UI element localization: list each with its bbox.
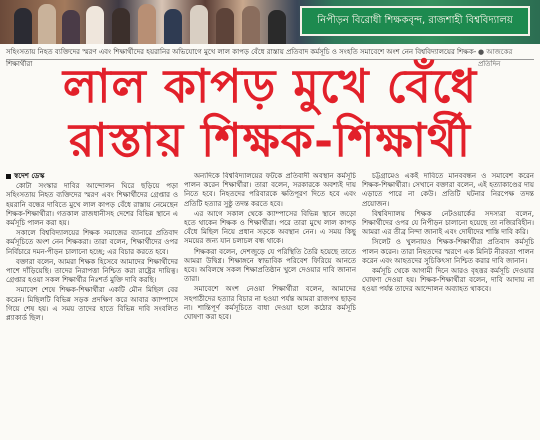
headline-line-1: লাল কাপড় মুখে বেঁধে — [62, 59, 478, 113]
paragraph: সমাবেশে অংশ নেওয়া শিক্ষার্থীরা বলেন, আমাদের সহপাঠীদের হত্যার বিচার না হওয়া পর্যন্ত আমরা রাজপথ ছাড়ব না। শান্তিপূর্ণ কর্মসূচিতে বাধা দেওয়া হলে কঠোর কর্মসূচি ঘোষণা করা হবে। — [184, 285, 356, 322]
paragraph: সমাবেশ শেষে শিক্ষক-শিক্ষার্থীরা একটি মৌন মিছিল বের করেন। মিছিলটি বিভিন্ন সড়ক প্রদক্ষিণ করে আবার ক্যাম্পাসে গিয়ে শেষ হয়। এ সময় তাদের হাতে বিভিন্ন দাবি সংবলিত প্ল্যাকার্ড ছিল। — [6, 286, 178, 323]
photo-credit: ● আজকের প্রতিদিন — [478, 48, 513, 68]
article-body — [6, 172, 534, 440]
paragraph: কর্মসূচি থেকে আগামী দিনে আরও বৃহত্তর কর্মসূচি দেওয়ার ঘোষণা দেওয়া হয়। শিক্ষক-শিক্ষার্থীরা বলেন, দাবি আদায় না হওয়া পর্যন্ত তাদের আন্দোলন অব্যাহত থাকবে। — [362, 267, 534, 294]
caption-text: সহিংসতায় নিহত ব্যক্তিদের স্মরণ এবং শিক্ষার্থীদের হয়রানির অভিযোগে মুখে লাল কাপড় বেঁধে রাস্তায় প্রতিবাদ কর্মসূচি ও সংহতি সমাবেশে অংশ নেন বিশ্ববিদ্যালয়ের শিক্ষক-শিক্ষার্থীরা — [6, 48, 477, 68]
article-column-3 — [362, 172, 534, 440]
paragraph: সিলেট ও খুলনায়ও শিক্ষক-শিক্ষার্থীরা প্রতিবাদ কর্মসূচি পালন করেন। তারা নিহতদের স্মরণে এক মিনিট নীরবতা পালন করেন এবং আহতদের সুচিকিৎসা নিশ্চিত করার দাবি জানান। — [362, 238, 534, 265]
paragraph: এর আগে সকাল থেকে ক্যাম্পাসের বিভিন্ন স্থানে জড়ো হতে থাকেন শিক্ষক ও শিক্ষার্থীরা। পরে তারা মুখে লাল কাপড় বেঁধে মিছিল নিয়ে প্রধান সড়কে অবস্থান নেন। এ সময় কিছু সময়ের জন্য যান চলাচল বন্ধ থাকে। — [184, 209, 356, 246]
paragraph: শিক্ষকরা বলেন, দেশজুড়ে যে পরিস্থিতি তৈরি হয়েছে তাতে আমরা উদ্বিগ্ন। শিক্ষাঙ্গনে স্বাভাবিক পরিবেশ ফিরিয়ে আনতে হবে। অবিলম্বে সকল শিক্ষাপ্রতিষ্ঠান খুলে দেওয়ার দাবি জানান তারা। — [184, 247, 356, 284]
headline-line-2: রাস্তায় শিক্ষক-শিক্ষার্থী — [68, 113, 472, 167]
article-column-1 — [6, 172, 178, 440]
paragraph: বিশ্ববিদ্যালয় শিক্ষক নেটওয়ার্কের সদস্যরা বলেন, শিক্ষার্থীদের ওপর যে নিপীড়ন চালানো হয়েছে তা নজিরবিহীন। আমরা এর তীব্র নিন্দা জানাই এবং দোষীদের শাস্তি দাবি করি। — [362, 209, 534, 237]
photo-caption — [6, 46, 534, 68]
paragraph: চট্টগ্রামেও একই দাবিতে মানববন্ধন ও সমাবেশ করেন শিক্ষক-শিক্ষার্থীরা। সেখানে বক্তারা বলেন, এই হত্যাকাণ্ডের দায় এড়াতে পারে না কেউ। প্রতিটি ঘটনার নিরপেক্ষ তদন্ত প্রয়োজন। — [362, 172, 534, 208]
article-column-2 — [184, 172, 356, 440]
byline-text: স্বদেশ ডেস্ক — [14, 172, 45, 180]
paragraph: অন্যদিকে বিশ্ববিদ্যালয়ের ফটকে প্রতিবাদী অবস্থান কর্মসূচি পালন করেন শিক্ষার্থীরা। তারা বলেন, সরকারকে অবশ্যই দায় নিতে হবে। নিহতদের পরিবারকে ক্ষতিপূরণ দিতে হবে এবং প্রতিটি হত্যার সুষ্ঠু তদন্ত করতে হবে। — [184, 172, 356, 208]
paragraph: কোটা সংস্কার দাবির আন্দোলন ঘিরে ছড়িয়ে পড়া সহিংসতায় নিহত ব্যক্তিদের স্মরণ এবং শিক্ষার্থীদের গ্রেপ্তার ও হয়রানি বন্ধের দাবিতে মুখে লাল কাপড় বেঁধে রাস্তায় নেমেছেন শিক্ষক-শিক্ষার্থীরা। গতকাল রাজধানীসহ দেশের বিভিন্ন স্থানে এ কর্মসূচি পালন করা হয়। — [6, 182, 178, 228]
paragraph: সকালে বিশ্ববিদ্যালয়ের শিক্ষক সমাজের ব্যানারে প্রতিবাদ কর্মসূচিতে অংশ নেন শিক্ষকরা। তারা বলেন, শিক্ষার্থীদের ওপর নির্বিচারে দমন-পীড়ন চালানো হচ্ছে; এর বিচার করতে হবে। — [6, 229, 178, 256]
byline — [6, 172, 178, 181]
bullet-icon — [6, 174, 11, 179]
paragraph: বক্তারা বলেন, আমরা শিক্ষক হিসেবে আমাদের শিক্ষার্থীদের পাশে দাঁড়িয়েছি। তাদের নিরাপত্তা নিশ্চিত করা রাষ্ট্রের দায়িত্ব। গ্রেপ্তার হওয়া সকল শিক্ষার্থীর নিঃশর্ত মুক্তি দাবি করছি। — [6, 257, 178, 285]
protest-banner: নিপীড়ন বিরোধী শিক্ষকবৃন্দ, রাজশাহী বিশ্ববিদ্যালয় — [300, 6, 530, 36]
news-photo — [0, 0, 540, 44]
